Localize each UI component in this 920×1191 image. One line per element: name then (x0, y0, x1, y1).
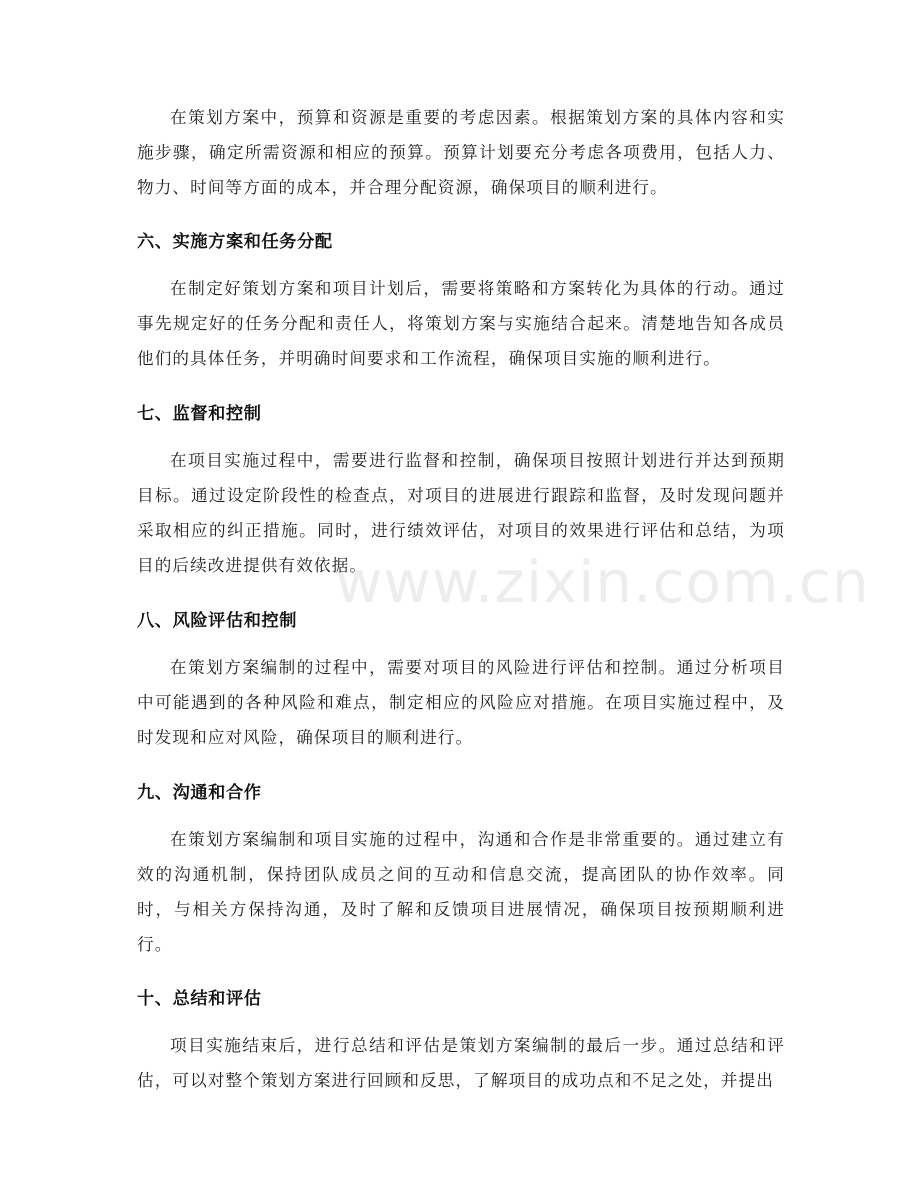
section-paragraph-10: 项目实施结束后，进行总结和评估是策划方案编制的最后一步。通过总结和评估，可以对整个策划方案进行回顾和反思，了解项目的成功点和不足之处，并提出 (137, 1036, 785, 1090)
document-body (137, 100, 785, 1098)
section-paragraph-6: 在制定好策划方案和项目计划后，需要将策略和方案转化为具体的行动。通过事先规定好的任务分配和责任人，将策划方案与实施结合起来。清楚地告知各成员他们的具体任务，并明确时间要求和工作流程，确保项目实施的顺利进行。 (137, 279, 785, 368)
section-heading-10: 十、总结和评估 (137, 989, 262, 1009)
section-heading-8: 八、风险评估和控制 (137, 611, 298, 631)
watermark: www.zixin.com.cn (335, 548, 870, 616)
section-paragraph-7: 在项目实施过程中，需要进行监督和控制，确保项目按照计划进行并达到预期目标。通过设定阶段性的检查点，对项目的进展进行跟踪和监督，及时发现问题并采取相应的纠正措施。同时，进行绩效评估，对项目的效果进行评估和总结，为项目的后续改进提供有效依据。 (137, 451, 785, 575)
intro-paragraph: 在策划方案中，预算和资源是重要的考虑因素。根据策划方案的具体内容和实施步骤，确定所需资源和相应的预算。预算计划要充分考虑各项费用，包括人力、物力、时间等方面的成本，并合理分配资源，确保项目的顺利进行。 (137, 108, 785, 197)
section-heading-9: 九、沟通和合作 (137, 783, 262, 803)
section-heading-7: 七、监督和控制 (137, 404, 262, 424)
section-paragraph-9: 在策划方案编制和项目实施的过程中，沟通和合作是非常重要的。通过建立有效的沟通机制，保持团队成员之间的互动和信息交流，提高团队的协作效率。同时，与相关方保持沟通，及时了解和反馈项目进展情况，确保项目按预期顺利进行。 (137, 830, 785, 954)
section-paragraph-8: 在策划方案编制的过程中，需要对项目的风险进行评估和控制。通过分析项目中可能遇到的各种风险和难点，制定相应的风险应对措施。在项目实施过程中，及时发现和应对风险，确保项目的顺利进行。 (137, 658, 785, 747)
section-heading-6: 六、实施方案和任务分配 (137, 232, 333, 252)
